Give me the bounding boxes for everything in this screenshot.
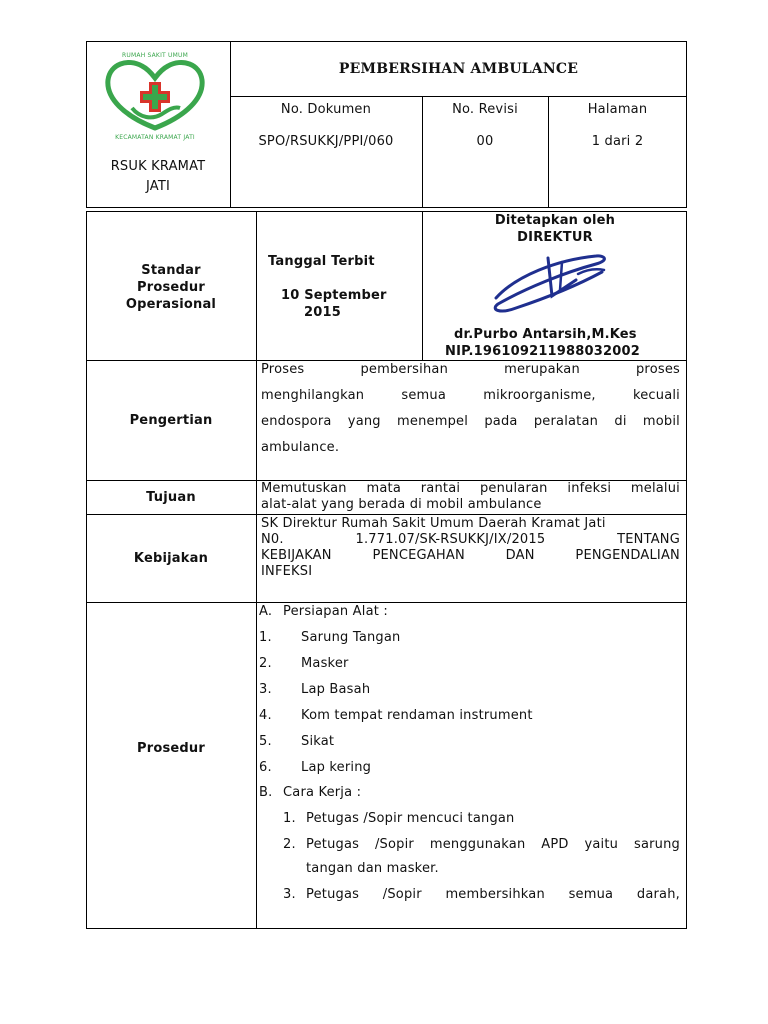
tool-number: 5. [259,734,272,749]
tool-text: Lap Basah [301,682,371,697]
kebijakan-line4: INFEKSI [261,564,313,579]
step-number: 1. [283,811,296,826]
spo-line2: Prosedur [137,280,205,295]
kebijakan-line3: KEBIJAKAN PENCEGAHAN DAN PENGENDALIAN [261,548,680,563]
signer-nip: NIP.196109211988032002 [445,344,641,359]
step-text: Petugas /Sopir menggunakan APD yaitu sarung [306,837,680,852]
border-logo-right [230,41,231,207]
tool-number: 1. [259,630,272,645]
revision-label: No. Revisi [452,102,518,117]
border-left-table [86,211,87,928]
kebijakan-line2: N0. 1.771.07/SK-RSUKKJ/IX/2015 TENTANG [261,532,680,547]
set-by-line1: Ditetapkan oleh [494,213,616,228]
issue-date-line2: 2015 [304,305,341,320]
tool-text: Sarung Tangan [301,630,401,645]
tool-number: 2. [259,656,272,671]
step-number: 3. [283,887,296,902]
logo-text-top: RUMAH SAKIT UMUM [122,52,188,59]
director-signature [486,246,614,326]
page-value: 1 dari 2 [591,134,644,149]
document-title: PEMBERSIHAN AMBULANCE [338,61,579,77]
tujuan-line1: Memutuskan mata rantai penularan infeksi melalui [261,481,680,496]
border-rev-right [548,96,549,207]
doc-no-value: SPO/RSUKKJ/PPI/060 [258,134,394,149]
prosedur-label: Prosedur [137,741,205,756]
kebijakan-line1: SK Direktur Rumah Sakit Umum Daerah Kramat Jati [261,516,606,531]
border-table-bottom [86,928,687,929]
tujuan-label: Tujuan [146,490,196,505]
border-title-bottom [230,96,687,97]
issue-date-label: Tanggal Terbit [268,254,375,269]
tool-number: 6. [259,760,272,775]
step-text-continued: tangan dan masker. [306,861,439,876]
border-label-column [256,211,257,928]
step-text: Petugas /Sopir mencuci tangan [306,811,515,826]
signer-name: dr.Purbo Antarsih,M.Kes [454,327,637,342]
tujuan-line2: alat-alat yang berada di mobil ambulance [261,497,542,512]
section-b-title: Cara Kerja : [283,785,362,800]
border-date-column [422,211,423,360]
pengertian-line4: ambulance. [261,440,340,455]
hospital-logo-icon [94,48,216,146]
border-tujuan-bottom [86,514,687,515]
tool-number: 4. [259,708,272,723]
pengertian-line1: Proses pembersihan merupakan proses [261,362,680,377]
revision-value: 00 [476,134,494,149]
spo-line3: Operasional [125,297,217,312]
hospital-name-line1: RSUK KRAMAT [110,159,206,174]
pengertian-label: Pengertian [129,413,213,428]
logo-text-bottom: KECAMATAN KRAMAT JATI [115,134,195,141]
pengertian-line3: endospora yang menempel pada peralatan di mobil [261,414,680,429]
border-header-bottom [86,207,687,208]
section-a-title: Persiapan Alat : [283,604,388,619]
kebijakan-label: Kebijakan [133,551,209,566]
page-label: Halaman [587,102,648,117]
spo-line1: Standar [141,263,201,278]
issue-date-line1: 10 September [281,288,387,303]
doc-no-label: No. Dokumen [280,102,372,117]
hospital-logo [94,48,216,146]
hospital-name-line2: JATI [145,179,171,194]
section-b-marker: B. [259,785,273,800]
border-right-header [686,41,687,207]
tool-text: Kom tempat rendaman instrument [301,708,533,723]
pengertian-line2: menghilangkan semua mikroorganisme, kecuali [261,388,680,403]
border-left-header [86,41,87,207]
tool-text: Masker [301,656,349,671]
border-right-table [686,211,687,928]
section-a-marker: A. [259,604,273,619]
tool-text: Lap kering [301,760,372,775]
tool-number: 3. [259,682,272,697]
border-doc-right [422,96,423,207]
set-by-line2: DIREKTUR [517,230,593,245]
step-number: 2. [283,837,296,852]
border-top [86,41,687,42]
tool-text: Sikat [301,734,335,749]
step-text: Petugas /Sopir membersihkan semua darah, [306,887,680,902]
